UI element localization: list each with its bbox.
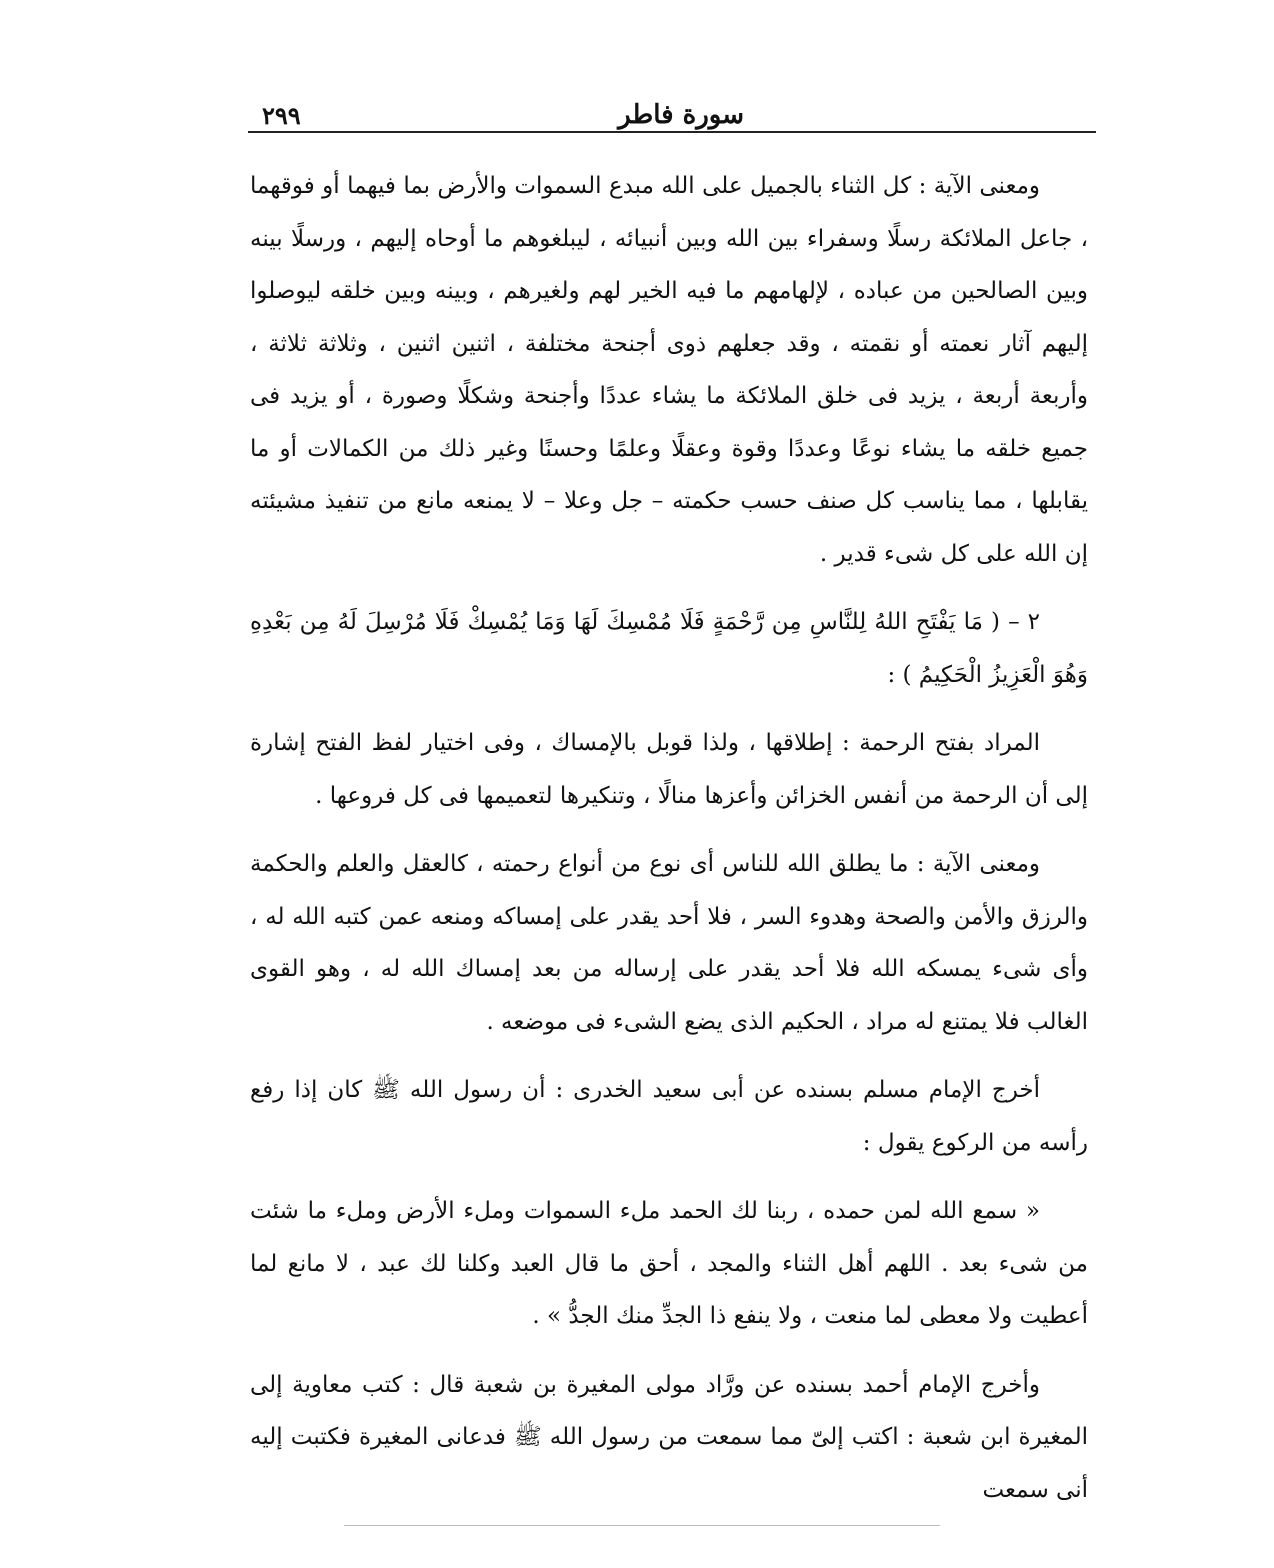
page-header [248,88,1096,130]
paragraph-hadith-intro: أخرج الإمام مسلم بسنده عن أبى سعيد الخدرى : أن رسول الله ﷺ كان إذا رفع رأسه من الركوع يقول : [250,1077,1088,1156]
footer-rule [344,1525,940,1526]
surah-title: سورة فاطر [618,100,744,130]
paragraph-explanation: المراد بفتح الرحمة : إطلاقها ، ولذا قوبل بالإمساك ، وفى اختيار لفظ الفتح إشارة إلى أن الرحمة من أنفس الخزائن وأعزها منالًا ، وتنكيرها لتعميمها فى كل فروعها . [250,730,1088,809]
quran-verse: ٢ – ( مَا يَفْتَحِ اللهُ لِلنَّاسِ مِن رَّحْمَةٍ فَلَا مُمْسِكَ لَهَا وَمَا يُمْسِكْ فَلَا مُرْسِلَ لَهُ مِن بَعْدِهِ وَهُوَ الْعَزِيزُ الْحَكِيمُ ) : [250,609,1088,688]
paragraph-hadith-text: « سمع الله لمن حمده ، ربنا لك الحمد ملء السموات وملء الأرض وملء ما شئت من شىء بعد . اللهم أهل الثناء والمجد ، أحق ما قال العبد وكلنا لك عبد ، لا مانع لما أعطيت ولا معطى لما منعت ، ولا ينفع ذا الجدِّ منك الجدُّ » . [250,1198,1088,1329]
paragraph-second-hadith: وأخرج الإمام أحمد بسنده عن ورَّاد مولى المغيرة بن شعبة قال : كتب معاوية إلى المغيرة ابن شعبة : اكتب إلىّ مما سمعت من رسول الله ﷺ فدعانى المغيرة فكتبت إليه أنى سمعت [250,1371,1088,1503]
page-number: ٢٩٩ [262,101,301,130]
page-body [250,160,1088,1516]
header-rule [248,131,1096,133]
paragraph-verse-meaning: ومعنى الآية : كل الثناء بالجميل على الله مبدع السموات والأرض بما فيهما أو فوقهما ، جاعل الملائكة رسلًا وسفراء بين الله وبين أنبيائه ، ليبلغوهم ما أوحاه إليهم ، ورسلًا بينه وبين الصالحين من عباده ، لإلهامهم ما فيه الخير لهم ولغيرهم ، وبينه وبين خلقه ليوصلوا إليهم آثار نعمته أو نقمته ، وقد جعلهم ذوى أجنحة مختلفة ، اثنين اثنين ، وثلاثة ثلاثة ، وأربعة أربعة ، يزيد فى خلق الملائكة ما يشاء عددًا وأجنحة وشكلًا وصورة ، أو يزيد فى جميع خلقه ما يشاء نوعًا وعددًا وقوة وعقلًا وعلمًا وحسنًا وغير ذلك من الكمالات أو ما يقابلها ، مما يناسب كل صنف حسب حكمته – جل وعلا – لا يمنعه مانع من تنفيذ مشيئته إن الله على كل شىء قدير . [250,173,1088,567]
paragraph-meaning: ومعنى الآية : ما يطلق الله للناس أى نوع من أنواع رحمته ، كالعقل والعلم والحكمة والرزق والأمن والصحة وهدوء السر ، فلا أحد يقدر على إمساكه ومنعه عمن كتبه الله له ، وأى شىء يمسكه الله فلا أحد يقدر على إرساله من بعد إمساك الله له ، وهو القوى الغالب فلا يمتنع له مراد ، الحكيم الذى يضع الشىء فى موضعه . [250,851,1088,1035]
